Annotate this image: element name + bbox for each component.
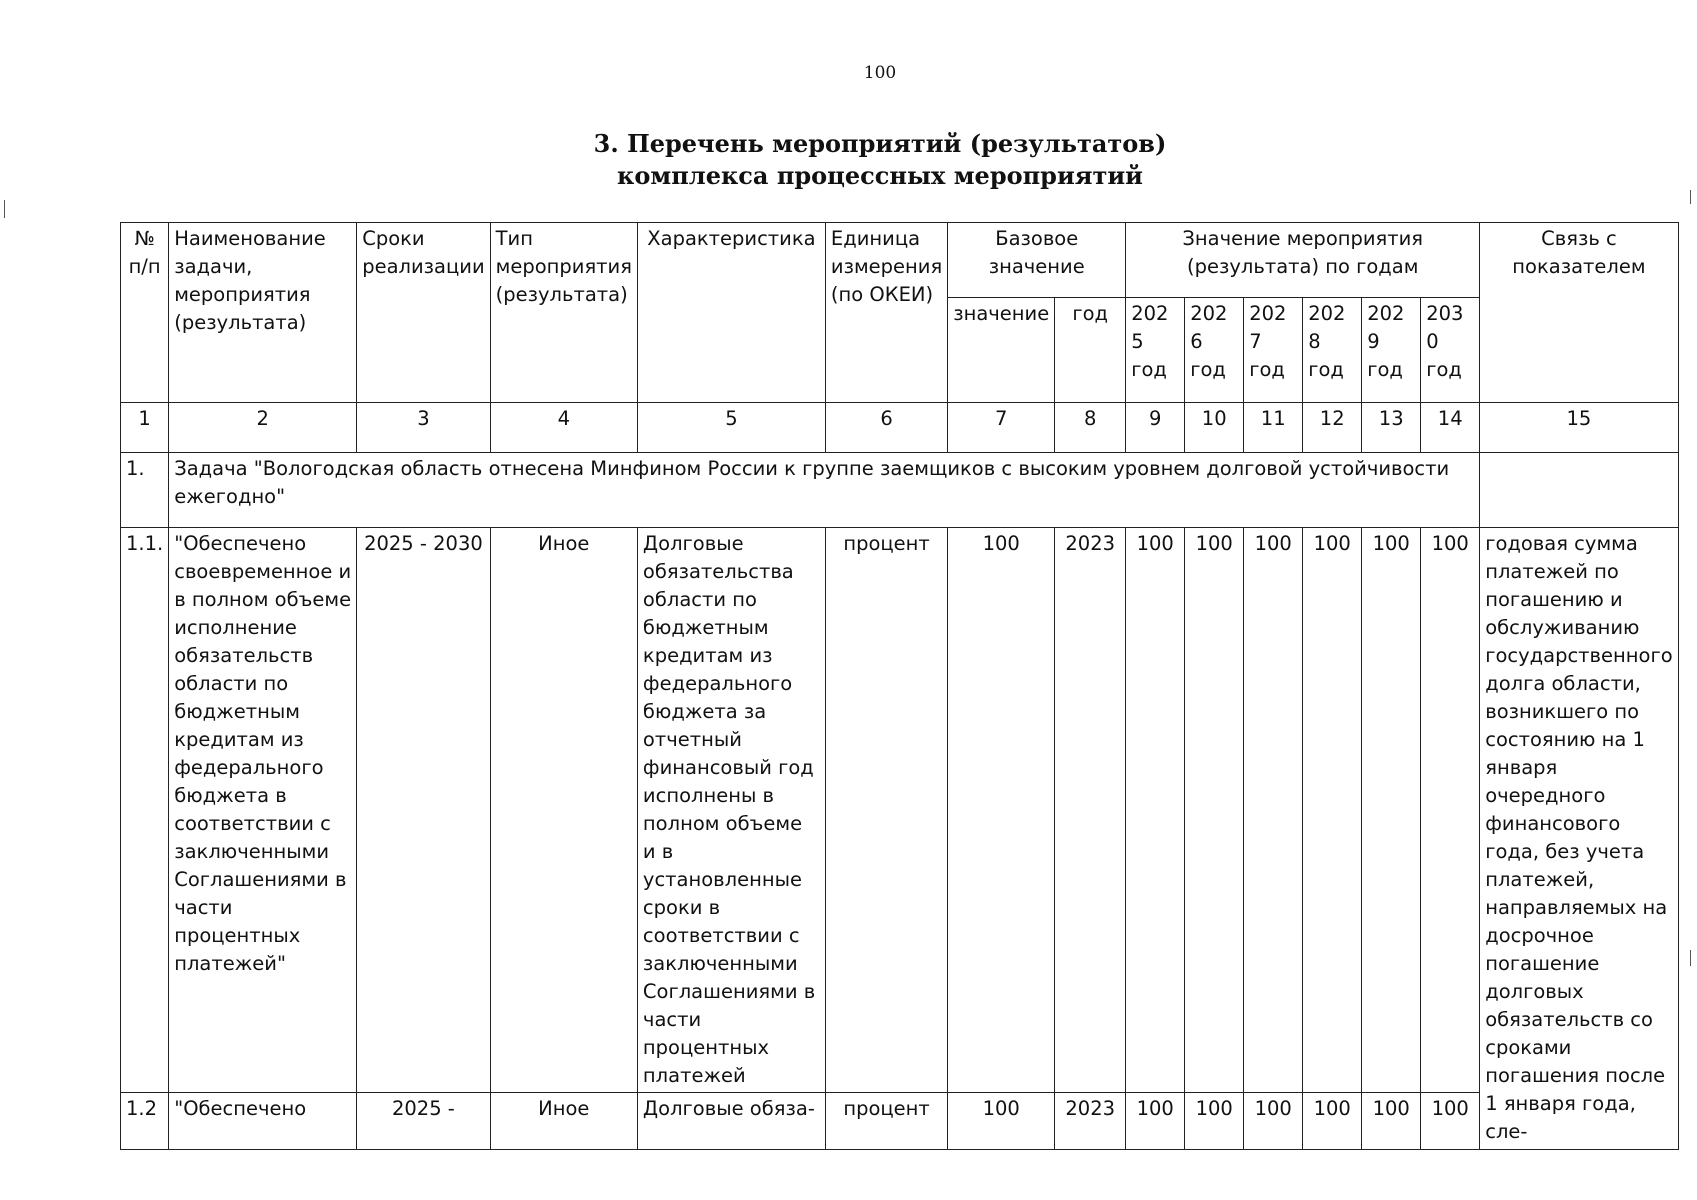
header-characteristic: Характеристика [637, 223, 825, 403]
column-number: 14 [1421, 403, 1480, 453]
row-name: "Обеспечено своевременное и в полном объеме исполнение обязательств области по бюджетным кредитам из федерального бюджета в соответствии с заключенными Соглашениями в части процентных платежей" [169, 528, 357, 1093]
page-title [500, 128, 1260, 192]
row-value-2026: 100 [1185, 1093, 1244, 1150]
scan-edge-mark [4, 200, 5, 218]
column-number: 2 [169, 403, 357, 453]
measures-table [120, 222, 1679, 1150]
row-name: "Обеспечено [169, 1093, 357, 1150]
column-number: 11 [1244, 403, 1303, 453]
column-number: 15 [1480, 403, 1678, 453]
table-row [121, 528, 1679, 1093]
column-number: 5 [637, 403, 825, 453]
row-num: 1.2 [121, 1093, 169, 1150]
header-terms: Сроки реализации [357, 223, 490, 403]
row-base-year: 2023 [1055, 528, 1126, 1093]
header-num: № п/п [121, 223, 169, 403]
table-row [121, 1093, 1679, 1150]
row-value-2030: 100 [1421, 528, 1480, 1093]
row-unit: процент [825, 528, 947, 1093]
row-value-2029: 100 [1362, 1093, 1421, 1150]
row-characteristic: Долговые обяза- [637, 1093, 825, 1150]
column-number: 7 [948, 403, 1055, 453]
column-number: 6 [825, 403, 947, 453]
row-type: Иное [490, 1093, 637, 1150]
scan-edge-mark [1690, 190, 1691, 204]
row-terms: 2025 - 2030 [357, 528, 490, 1093]
row-terms: 2025 - [357, 1093, 490, 1150]
header-row-1 [121, 223, 1679, 298]
row-value-2029: 100 [1362, 528, 1421, 1093]
row-value-2028: 100 [1303, 528, 1362, 1093]
column-number: 12 [1303, 403, 1362, 453]
row-unit: процент [825, 1093, 947, 1150]
column-number: 13 [1362, 403, 1421, 453]
row-type: Иное [490, 528, 637, 1093]
scan-edge-mark [1690, 950, 1691, 966]
row-value-2026: 100 [1185, 528, 1244, 1093]
row-value-2028: 100 [1303, 1093, 1362, 1150]
row-characteristic: Долговые обязательства области по бюджетным кредитам из федерального бюджета за отчетный финансовый год исполнены в полном объеме и в установленные сроки в соответствии с заключенными Соглашениями в части процентных платежей [637, 528, 825, 1093]
row-base-value: 100 [948, 1093, 1055, 1150]
header-type: Тип мероприятия (результата) [490, 223, 637, 403]
task-num: 1. [121, 453, 169, 528]
column-number: 8 [1055, 403, 1126, 453]
row-base-year: 2023 [1055, 1093, 1126, 1150]
header-link: Связь с показателем [1480, 223, 1678, 403]
row-value-2027: 100 [1244, 528, 1303, 1093]
column-number: 10 [1185, 403, 1244, 453]
row-num: 1.1. [121, 528, 169, 1093]
column-number: 1 [121, 403, 169, 453]
row-value-2030: 100 [1421, 1093, 1480, 1150]
header-years-group: Значение мероприятия (результата) по годам [1126, 223, 1480, 298]
row-base-value: 100 [948, 528, 1055, 1093]
title-line-2: комплекса процессных мероприятий [617, 161, 1143, 190]
column-number: 3 [357, 403, 490, 453]
row-value-2025: 100 [1126, 1093, 1185, 1150]
row-value-2027: 100 [1244, 1093, 1303, 1150]
column-number-row [121, 403, 1679, 453]
header-base-value: значение [948, 298, 1055, 403]
column-number: 9 [1126, 403, 1185, 453]
task-text: Задача "Вологодская область отнесена Минфином России к группе заемщиков с высоким уровнем долговой устойчивости ежегодно" [169, 453, 1480, 528]
task-row [121, 453, 1679, 528]
header-year-2027: 202 7 год [1244, 298, 1303, 403]
title-line-1: 3. Перечень мероприятий (результатов) [593, 129, 1167, 158]
row-value-2025: 100 [1126, 528, 1185, 1093]
header-year-2025: 202 5 год [1126, 298, 1185, 403]
header-name: Наименование задачи, мероприятия (результата) [169, 223, 357, 403]
header-base-year: год [1055, 298, 1126, 403]
page-number: 100 [863, 63, 897, 83]
task-link-empty [1480, 453, 1678, 528]
header-base: Базовое значение [948, 223, 1126, 298]
column-number: 4 [490, 403, 637, 453]
header-year-2029: 202 9 год [1362, 298, 1421, 403]
header-year-2028: 202 8 год [1303, 298, 1362, 403]
header-year-2030: 203 0 год [1421, 298, 1480, 403]
header-unit: Единица измерения (по ОКЕИ) [825, 223, 947, 403]
row-link: годовая сумма платежей по погашению и обслуживанию государственного долга области, возникшего по состоянию на 1 января очередного финансового года, без учета платежей, направляемых на досрочное погашение долговых обязательств со сроками погашения после 1 января года, сле- [1480, 528, 1678, 1150]
header-year-2026: 202 6 год [1185, 298, 1244, 403]
